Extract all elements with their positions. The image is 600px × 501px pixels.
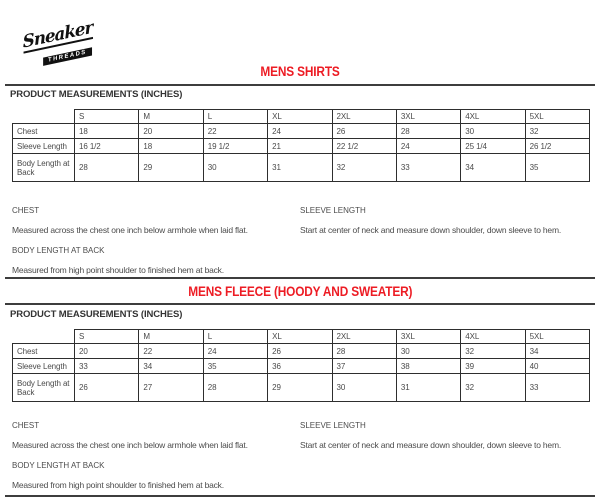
note-heading-body-length: BODY LENGTH AT BACK <box>12 246 105 255</box>
value-cell: 19 1/2 <box>203 139 267 154</box>
value-cell: 32 <box>525 124 589 139</box>
value-cell: 24 <box>268 124 332 139</box>
value-cell: 29 <box>268 374 332 402</box>
note-heading-chest: CHEST <box>12 206 40 215</box>
value-cell: 37 <box>332 359 396 374</box>
size-table-mens-fleece <box>12 329 590 402</box>
table-row <box>13 344 590 359</box>
note-text-body-length: Measured from high point shoulder to finished hem at back. <box>12 480 224 490</box>
value-cell: 26 1/2 <box>525 139 589 154</box>
note-text-sleeve: Start at center of neck and measure down shoulder, down sleeve to hem. <box>300 225 561 235</box>
value-cell: 30 <box>461 124 525 139</box>
table-row <box>13 154 590 182</box>
note-text-sleeve: Start at center of neck and measure down shoulder, down sleeve to hem. <box>300 440 561 450</box>
size-header-cell: 2XL <box>332 330 396 344</box>
size-header-cell: 4XL <box>461 330 525 344</box>
size-header-cell: L <box>203 110 267 124</box>
value-cell: 40 <box>525 359 589 374</box>
value-cell: 31 <box>396 374 460 402</box>
size-header-cell: M <box>139 330 203 344</box>
brand-logo-banner-text: THREADS <box>43 47 91 65</box>
value-cell: 33 <box>75 359 139 374</box>
notes-column-right <box>300 421 585 461</box>
section-divider <box>5 303 595 305</box>
size-header-cell: 5XL <box>525 330 589 344</box>
section-title-mens-fleece: MENS FLEECE (HOODY AND SWEATER) <box>187 284 413 299</box>
value-cell: 38 <box>396 359 460 374</box>
value-cell: 25 1/4 <box>461 139 525 154</box>
value-cell: 26 <box>332 124 396 139</box>
size-table-mens-shirts <box>12 109 590 182</box>
value-cell: 34 <box>461 154 525 182</box>
value-cell: 27 <box>139 374 203 402</box>
value-cell: 24 <box>203 344 267 359</box>
value-cell: 31 <box>268 154 332 182</box>
table-row <box>13 124 590 139</box>
value-cell: 34 <box>525 344 589 359</box>
note-heading-chest: CHEST <box>12 421 40 430</box>
note-text-chest: Measured across the chest one inch below armhole when laid flat. <box>12 225 248 235</box>
size-header-cell: 3XL <box>396 110 460 124</box>
table-row <box>13 139 590 154</box>
value-cell: 22 <box>139 344 203 359</box>
size-header-cell: 3XL <box>396 330 460 344</box>
value-cell: 21 <box>268 139 332 154</box>
value-cell: 28 <box>396 124 460 139</box>
value-cell: 22 <box>203 124 267 139</box>
size-header-cell: S <box>75 330 139 344</box>
note-heading-sleeve: SLEEVE LENGTH <box>300 206 366 215</box>
value-cell: 35 <box>525 154 589 182</box>
value-cell: 30 <box>396 344 460 359</box>
product-measurements-label: PRODUCT MEASUREMENTS (INCHES) <box>10 309 183 320</box>
size-header-cell: 2XL <box>332 110 396 124</box>
section-title-mens-shirts: MENS SHIRTS <box>260 64 340 79</box>
notes-column-left <box>12 421 294 501</box>
note-text-body-length: Measured from high point shoulder to finished hem at back. <box>12 265 224 275</box>
value-cell: 18 <box>75 124 139 139</box>
value-cell: 16 1/2 <box>75 139 139 154</box>
value-cell: 33 <box>525 374 589 402</box>
note-heading-body-length: BODY LENGTH AT BACK <box>12 461 105 470</box>
section-divider <box>5 495 595 497</box>
product-measurements-label: PRODUCT MEASUREMENTS (INCHES) <box>10 89 183 100</box>
table-row <box>13 359 590 374</box>
notes-column-left <box>12 206 294 286</box>
value-cell: 29 <box>139 154 203 182</box>
value-cell: 36 <box>268 359 332 374</box>
value-cell: 28 <box>332 344 396 359</box>
size-header-cell: XL <box>268 110 332 124</box>
value-cell: 39 <box>461 359 525 374</box>
value-cell: 24 <box>396 139 460 154</box>
size-header-cell: 5XL <box>525 110 589 124</box>
value-cell: 34 <box>139 359 203 374</box>
size-header-cell: 4XL <box>461 110 525 124</box>
value-cell: 18 <box>139 139 203 154</box>
table-row <box>13 374 590 402</box>
value-cell: 26 <box>268 344 332 359</box>
size-header-cell: S <box>75 110 139 124</box>
row-label-cell: Sleeve Length <box>13 359 75 374</box>
value-cell: 30 <box>332 374 396 402</box>
value-cell: 30 <box>203 154 267 182</box>
value-cell: 22 1/2 <box>332 139 396 154</box>
row-label-cell: Body Length at Back <box>13 374 75 402</box>
brand-logo-script-text: Sneaker <box>22 17 94 53</box>
table-corner-cell <box>13 330 75 344</box>
size-header-cell: XL <box>268 330 332 344</box>
value-cell: 20 <box>139 124 203 139</box>
table-corner-cell <box>13 110 75 124</box>
value-cell: 33 <box>396 154 460 182</box>
note-heading-sleeve: SLEEVE LENGTH <box>300 421 366 430</box>
section-divider <box>5 84 595 86</box>
value-cell: 20 <box>75 344 139 359</box>
value-cell: 26 <box>75 374 139 402</box>
value-cell: 32 <box>461 374 525 402</box>
value-cell: 28 <box>75 154 139 182</box>
row-label-cell: Chest <box>13 344 75 359</box>
row-label-cell: Sleeve Length <box>13 139 75 154</box>
row-label-cell: Chest <box>13 124 75 139</box>
note-text-chest: Measured across the chest one inch below armhole when laid flat. <box>12 440 248 450</box>
value-cell: 35 <box>203 359 267 374</box>
value-cell: 32 <box>461 344 525 359</box>
size-header-cell: M <box>139 110 203 124</box>
size-header-cell: L <box>203 330 267 344</box>
value-cell: 28 <box>203 374 267 402</box>
section-divider <box>5 277 595 279</box>
value-cell: 32 <box>332 154 396 182</box>
row-label-cell: Body Length at Back <box>13 154 75 182</box>
notes-column-right <box>300 206 585 246</box>
